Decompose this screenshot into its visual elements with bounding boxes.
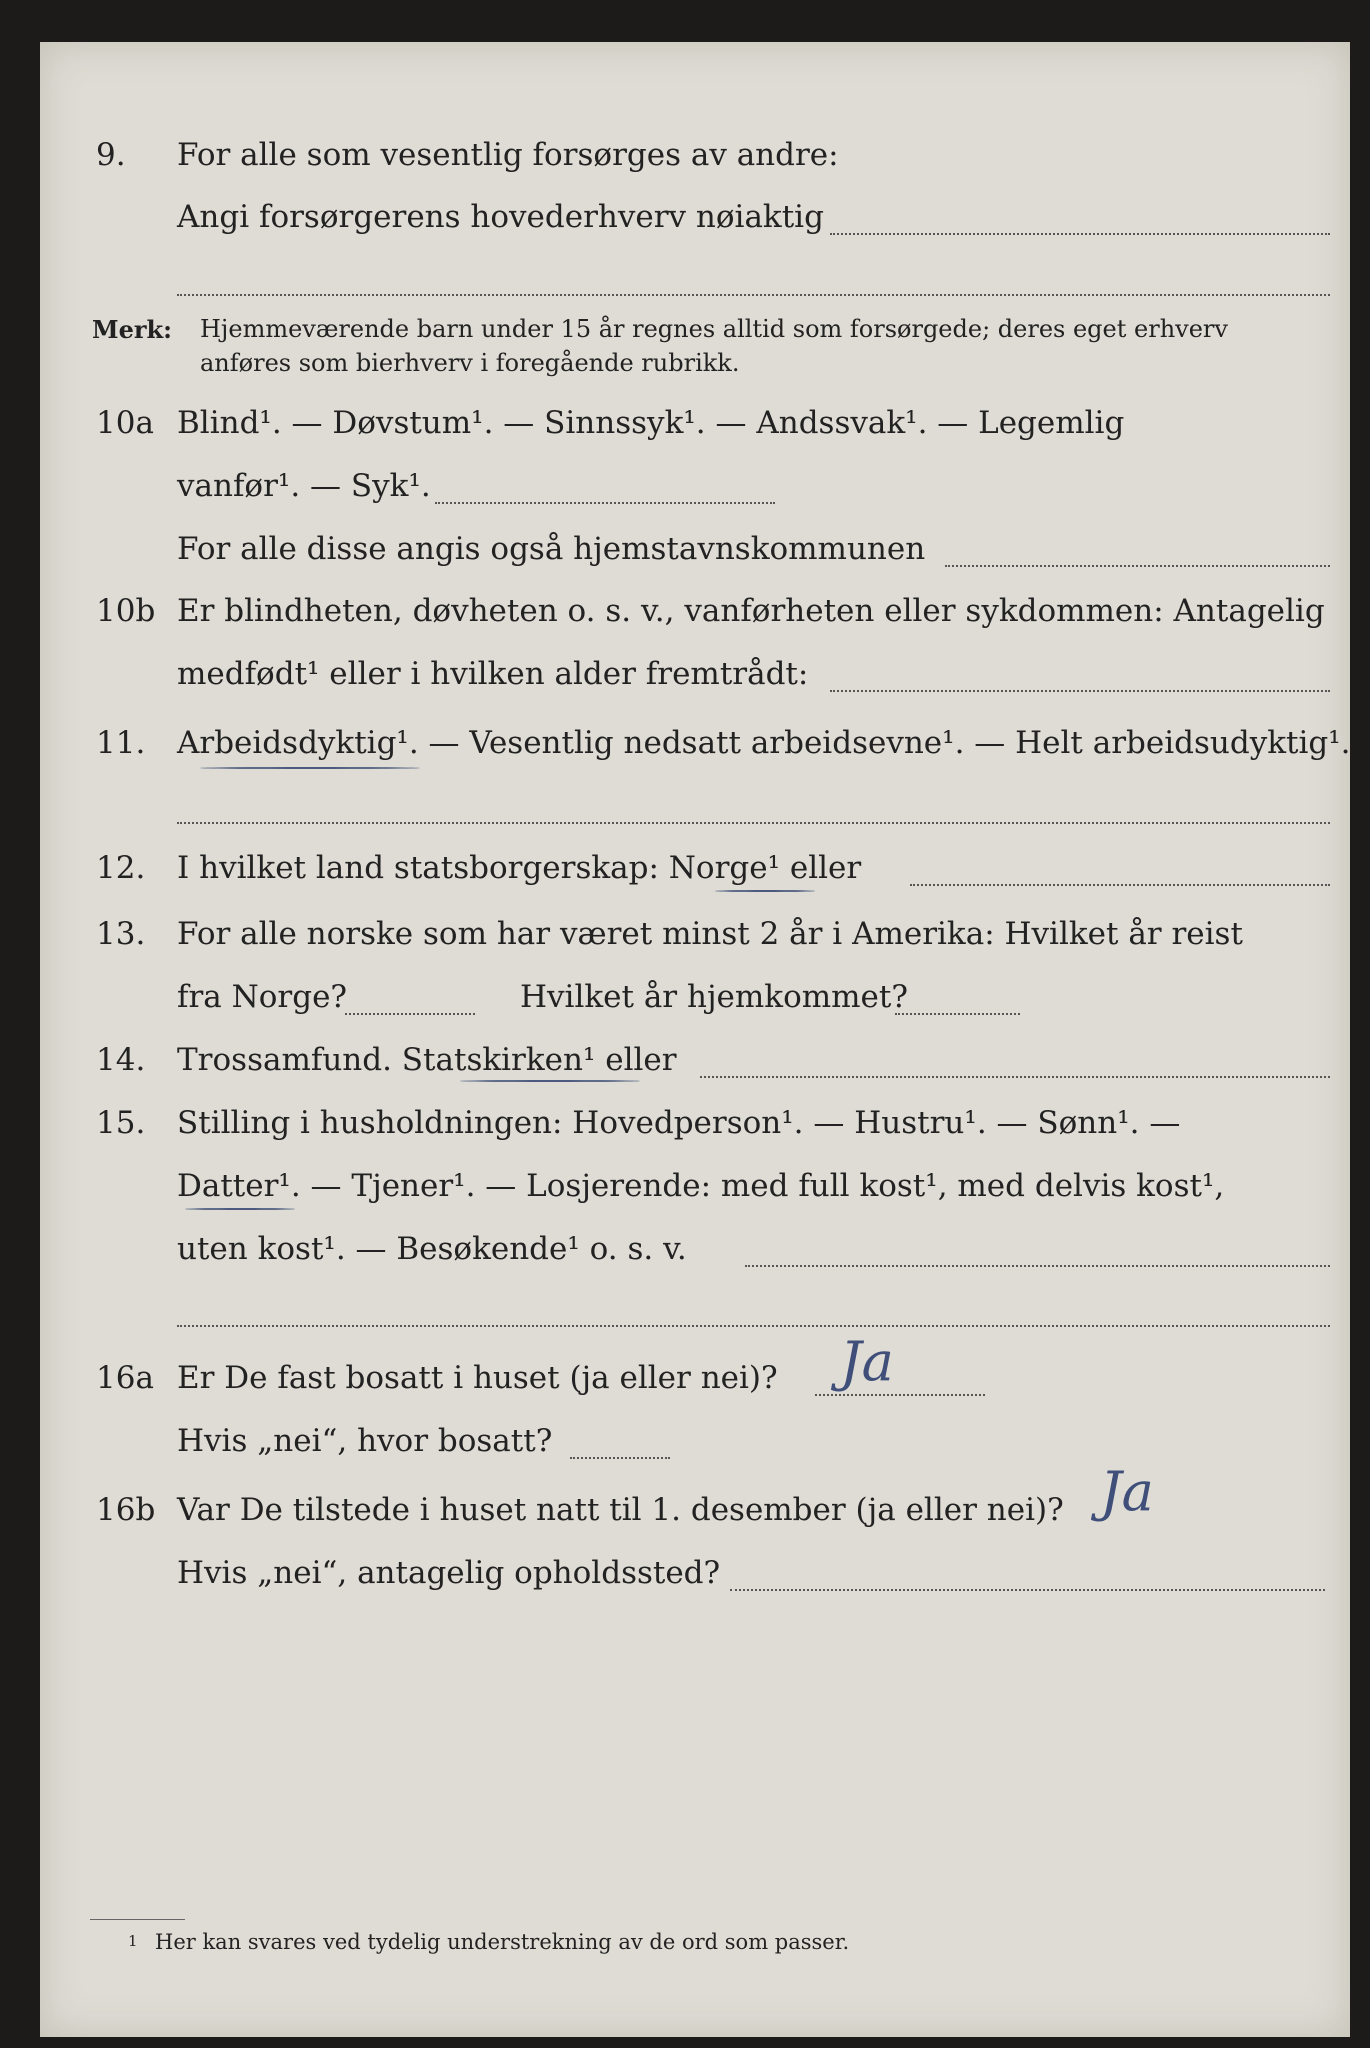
q12-country-field[interactable] — [910, 884, 1330, 886]
q10b-question: Er blindheten, døvheten o. s. v., vanførheten eller sykdommen: Antagelig — [177, 593, 1325, 629]
q14-underline-mark — [460, 1080, 640, 1082]
q9-extra-field[interactable] — [177, 294, 1330, 296]
q16a-question: Er De fast bosatt i huset (ja eller nei)? — [177, 1360, 778, 1396]
q16b-place-label: Hvis „nei“, antagelig opholdssted? — [177, 1555, 721, 1591]
q15-household-field[interactable] — [745, 1265, 1330, 1267]
q16a-number: 16a — [96, 1360, 154, 1396]
q16a-where-field[interactable] — [570, 1457, 670, 1459]
q9-number: 9. — [96, 137, 126, 173]
q16b-number: 16b — [96, 1492, 156, 1528]
q12-underline-mark — [715, 890, 815, 892]
q16a-answer-field[interactable] — [815, 1394, 985, 1396]
q13-return-label: Hvilket år hjemkommet? — [520, 979, 908, 1015]
merk-text-1: Hjemmeværende barn under 15 år regnes alltid som forsørgede; deres eget erhverv — [200, 315, 1228, 343]
q9-provider-label: Angi forsørgerens hovederhverv nøiaktig — [177, 199, 824, 235]
q16a-handwritten-answer: Ja — [840, 1330, 894, 1393]
q11-extra-field[interactable] — [177, 822, 1330, 824]
q10a-municipality-label: For alle disse angis også hjemstavnskommunen — [177, 531, 926, 567]
footnote-separator — [90, 1919, 185, 1920]
q13-left-year-field[interactable] — [345, 1013, 475, 1015]
q10a-options-2: vanfør¹. — Syk¹. — [177, 468, 431, 504]
q10a-sick-field[interactable] — [435, 502, 775, 504]
q9-question: For alle som vesentlig forsørges av andre: — [177, 137, 839, 173]
q13-number: 13. — [96, 916, 146, 952]
q10a-municipality-field[interactable] — [945, 565, 1330, 567]
q15-extra-field[interactable] — [177, 1325, 1330, 1327]
q10b-number: 10b — [96, 593, 156, 629]
q16b-place-field[interactable] — [730, 1589, 1325, 1591]
q14-faith-field[interactable] — [700, 1076, 1330, 1078]
merk-label: Merk: — [92, 315, 172, 344]
q13-question: For alle norske som har været minst 2 år i Amerika: Hvilket år reist — [177, 916, 1243, 952]
q10a-options: Blind¹. — Døvstum¹. — Sinnssyk¹. — Andssvak¹. — Legemlig — [177, 405, 1125, 441]
merk-text-2: anføres som bierhverv i foregående rubrikk. — [200, 349, 740, 377]
q15-number: 15. — [96, 1105, 146, 1141]
q9-provider-field[interactable] — [830, 233, 1330, 235]
q12-number: 12. — [96, 850, 146, 886]
q14-number: 14. — [96, 1042, 146, 1078]
census-form-page — [40, 42, 1350, 2037]
q11-number: 11. — [96, 725, 146, 761]
footnote-mark: 1 — [128, 1932, 138, 1950]
q13-return-year-field[interactable] — [895, 1013, 1020, 1015]
q12-question: I hvilket land statsborgerskap: Norge¹ eller — [177, 850, 862, 886]
q15-underline-mark — [185, 1208, 295, 1210]
q10a-number: 10a — [96, 405, 154, 441]
q15-options-2: Datter¹. — Tjener¹. — Losjerende: med full kost¹, med delvis kost¹, — [177, 1168, 1225, 1204]
q13-left-label: fra Norge? — [177, 979, 348, 1015]
q16a-where-label: Hvis „nei“, hvor bosatt? — [177, 1423, 553, 1459]
q11-underline-mark — [200, 767, 420, 769]
q10b-age-field[interactable] — [830, 690, 1330, 692]
q14-question: Trossamfund. Statskirken¹ eller — [177, 1042, 677, 1078]
q15-options-3: uten kost¹. — Besøkende¹ o. s. v. — [177, 1231, 687, 1267]
q16b-question: Var De tilstede i huset natt til 1. desember (ja eller nei)? — [177, 1492, 1064, 1528]
q16b-handwritten-answer: Ja — [1100, 1460, 1154, 1523]
footnote-text: Her kan svares ved tydelig understrekning av de ord som passer. — [155, 1930, 850, 1954]
q10b-question-2: medfødt¹ eller i hvilken alder fremtrådt: — [177, 656, 809, 692]
q11-options: Arbeidsdyktig¹. — Vesentlig nedsatt arbeidsevne¹. — Helt arbeidsudyktig¹. — [177, 725, 1351, 761]
q15-options-1: Stilling i husholdningen: Hovedperson¹. — Hustru¹. — Sønn¹. — — [177, 1105, 1181, 1141]
